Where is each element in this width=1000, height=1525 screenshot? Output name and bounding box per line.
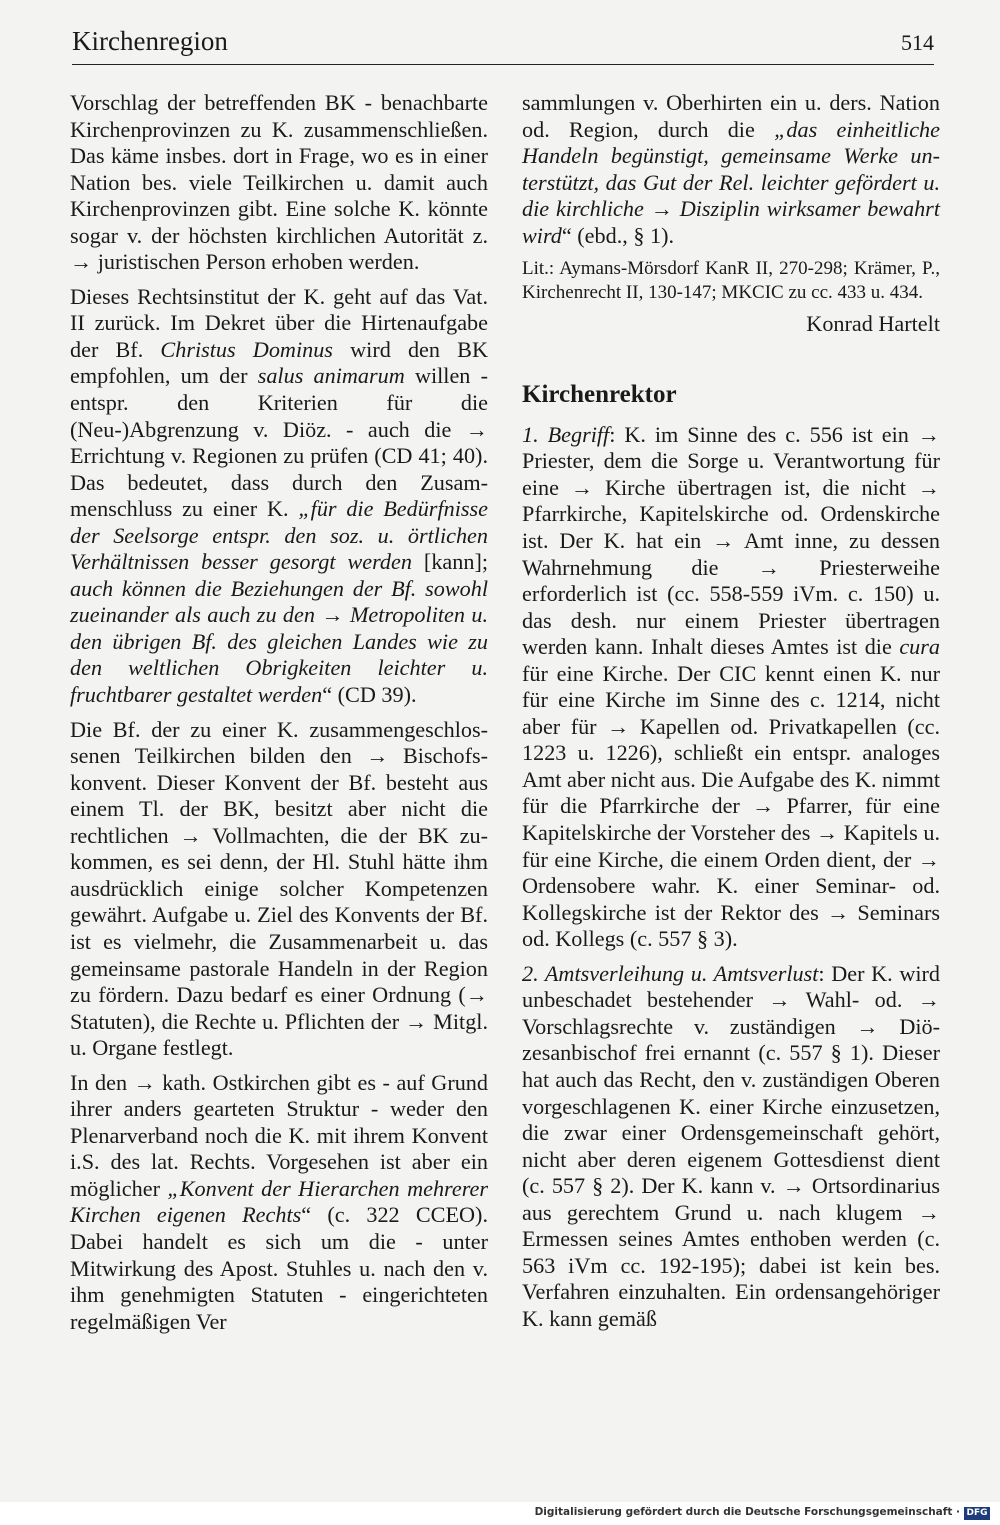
right-column (522, 90, 940, 1332)
paragraph: Vorschlag der betreffenden BK - benachbarte Kirchenprovinzen zu K. zusammenschließen. Das käme insbes. dort in Frage, wo es in einer Nation bes. viele Teilkirchen u. damit auch Kirchenprovinzen gibt. Eine solche K. könnte sogar v. der höchsten kirchlichen Autorität z. → juristischen Person erhoben werden. (70, 90, 488, 275)
author-name: Konrad Hartelt (806, 311, 940, 337)
text-run: wird den BK empfohlen, um der (70, 336, 488, 389)
italic-quote: „für die Bedürfnisse der Seelsorge entspr. den soz. u. örtlichen Verhältnissen besser gesorgt werden (70, 496, 488, 575)
literature-reference: Lit.: Aymans-Mörsdorf KanR II, 270-298; Krämer, P., Kirchenrecht II, 130-147; MKCIC zu cc. 433 u. 434. (522, 258, 940, 304)
italic-run: Christus Dominus (160, 336, 333, 362)
italic-run: cura (899, 634, 940, 660)
paragraph (522, 90, 940, 249)
text-run: “ (c. 322 CCEO). Dabei handelt es sich um die - unter Mitwirkung des Apost. Stuhles u. nach den v. ihm genehmigten Statuten - eingerichteten regelmäßigen Ver (70, 1202, 488, 1334)
subsection-label: 1. Begriff (522, 421, 610, 447)
text-run: In den → kath. Ostkirchen gibt es - auf Grund ihrer anders gearteten Struktur - weder den Plenarverband noch die K. mit ihrem Konvent i.S. des lat. Rechts. Vorgesehen ist aber ein möglicher (70, 1069, 488, 1201)
paragraph (70, 284, 488, 709)
page-number: 514 (901, 30, 934, 55)
paragraph: Die Bf. der zu einer K. zusammengeschlossenen Teilkirchen bilden den → Bischofskonvent. Dieser Konvent der Bf. besteht aus einem Tl. der BK, besitzt aber nicht die rechtlichen → Vollmachten, die der BK zukommen, es sei denn, der Hl. Stuhl hätte ihm ausdrücklich einige solcher Kompetenzen gewährt. Aufgabe u. Ziel des Konvents der Bf. ist es vielmehr, die Zusammenarbeit u. das gemeinsame pastorale Handeln in der Region zu fördern. Dazu bedarf es einer Ordnung (→ Statuten), die Rechte u. Pflichten der → Mitgl. u. Organe festlegt. (70, 716, 488, 1061)
left-column (70, 90, 488, 1335)
italic-run: salus animarum (257, 363, 405, 389)
text-run: für eine Kirche. Der CIC kennt einen K. nur für eine Kirche im Sinne des c. 1214, nicht aber für → Kapellen od. Privatkapellen (cc. 1223 u. 1226), schließt ein entspr. analoges Amt aber nicht aus. Die Aufgabe des K. nimmt für die Pfarrkirche der → Pfarrer, für eine Kapitelskirche der Vorsteher des → Kapitels u. für eine Kirche, die einem Orden dient, der → Ordensobere wahr. K. einer Seminar- od. Kollegskirche ist der Rektor des → Seminars od. Kollegs (c. 557 § 3). (522, 660, 940, 952)
paragraph (70, 1070, 488, 1335)
text-run: sammlungen v. Oberhirten ein u. ders. Nation od. Region, durch die (522, 90, 940, 142)
italic-quote: „das einheitliche Handeln begünstigt, gemeinsame Werke unterstützt, das Gut der Rel. leichter gefördert u. die kirchliche → Disziplin wirksamer bewahrt wird (522, 116, 940, 248)
text-run: : K. im Sinne des c. 556 ist ein → Priester, dem die Sorge u. Verantwortung für eine → Kirche übertragen ist, die nicht → Pfarrkirche, Kapitelskirche od. Ordenskirche ist. Der K. hat ein → Amt inne, zu dessen Wahrnehmung die → Priesterweihe erforderlich ist (cc. 558-559 iVm. c. 150) u. das desh. nur einem Priester übertragen werden kann. Inhalt dieses Amtes ist die (522, 421, 940, 660)
running-header (72, 24, 934, 65)
dfg-logo: DFG (964, 1507, 990, 1520)
text-run: : Der K. wird unbeschadet bestehender → Wahl- od. → Vorschlagsrechte v. zuständigen → Diözesanbischof frei ernannt (c. 557 § 1). Dieser hat auch das Recht, den v. zuständigen Oberen vorgeschlagenen K. einer Kirche einzusetzen, die zwar einer Ordensgemeinschaft gehört, nicht aber deren eigenem Gottesdienst dient (c. 557 § 2). Der K. kann v. → Ortsordinarius aus gerechtem Grund u. nach klugem → Ermessen seines Amtes enthoben werden (c. 563 iVm cc. 192-195); dabei ist kein bes. Verfahren einzuhalten. Ein ordensangehöriger K. kann gemäß (522, 960, 940, 1331)
subsection-label: 2. Amtsverleihung u. Amtsverlust (522, 960, 819, 986)
running-title: Kirchenregion (72, 26, 228, 56)
text-run: “ (CD 39). (322, 682, 417, 708)
italic-quote: „Konvent der Hierarchen mehrerer Kirchen eigenen Rechts (70, 1175, 488, 1228)
italic-quote: auch können die Beziehungen der Bf. sowohl zueinander als auch zu den → Metropoliten u. den übrigen Bf. des gleichen Landes wie zu den weltlichen Obrigkeiten leichter u. fruchtbarer gestaltet werden (70, 575, 488, 708)
footer-bar (0, 1502, 1000, 1525)
paragraph (522, 422, 940, 953)
text-run: [kann]; (411, 549, 488, 575)
text-run: Dieses Rechtsinstitut der K. geht auf das Vat. II zurück. Im Dekret über die Hirtenaufgabe der Bf. (70, 283, 488, 362)
section-heading: Kirchenrektor (522, 380, 677, 408)
funding-credit: Digitalisierung gefördert durch die Deutsche Forschungsgemeinschaft · (534, 1506, 960, 1518)
text-run: “ (ebd., § 1). (561, 222, 675, 248)
paragraph (522, 961, 940, 1333)
text-run: willen - entspr. den Kriterien für die (Neu-)Abgrenzung v. Diöz. - auch die → Errichtung v. Regionen zu prüfen (CD 41; 40). Das bedeutet, dass durch den Zusammenschluss zu einer K. (70, 363, 488, 522)
